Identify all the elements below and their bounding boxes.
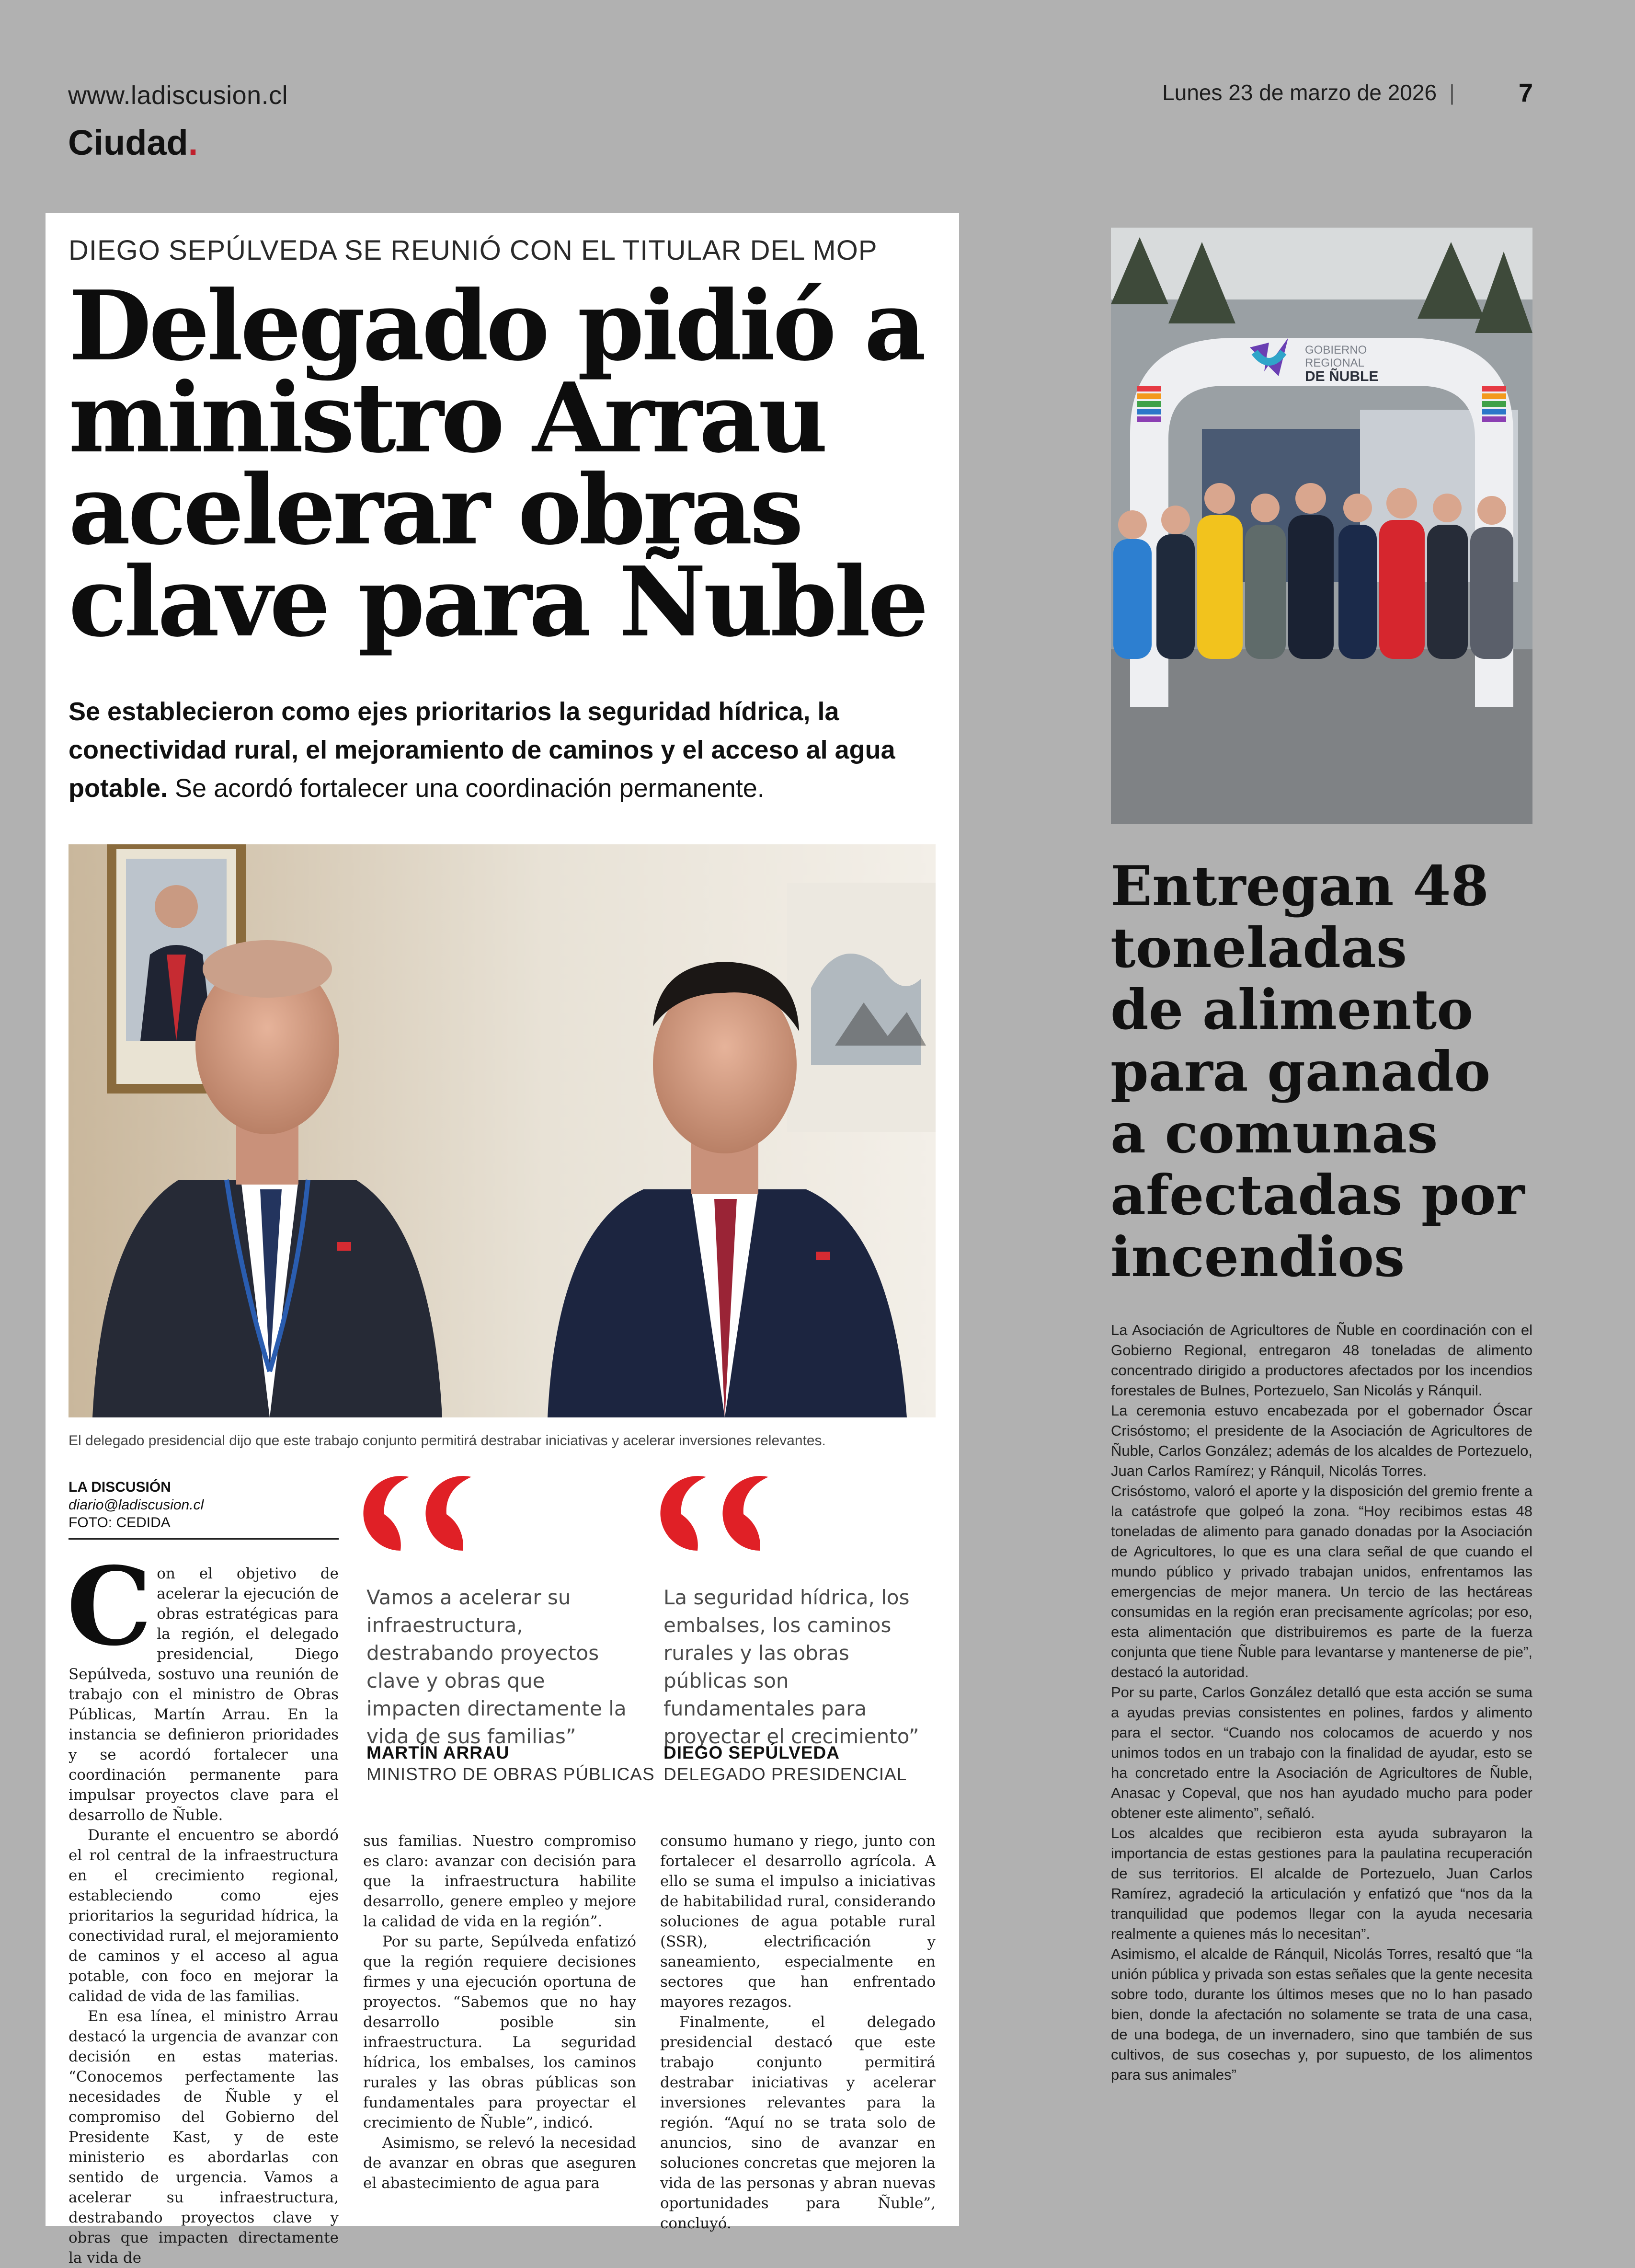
section-name bbox=[68, 122, 198, 163]
article-paragraph: Asimismo, se relevó la necesidad de avanzar en obras que aseguren el abastecimiento de agua para bbox=[363, 2134, 636, 2192]
quote-author-name: MARTÍN ARRAU bbox=[366, 1743, 510, 1762]
side-headline-line: afectadas por bbox=[1110, 1163, 1525, 1227]
side-paragraph: Crisóstomo, valoró el aporte y la disposición del gremio frente a la catástrofe que golpeó la zona. “Hoy recibimos estas 48 toneladas de alimento para ganado donadas por la Asociación de Agricultores, lo que es una clara señal de que cuando el mundo público y privado trabajan unidos, enfrentamos las emergencias de mejor manera. Un tercio de las hectáreas consumidas en la región eran precisamente agrícolas; por eso, esta alimentación que distribuiremos es parte de la fuerza conjunta que tiene Ñuble para levantarse y mantenerse de pie”, destacó la autoridad. bbox=[1111, 1483, 1532, 1681]
main-photo-illustration bbox=[69, 844, 936, 1417]
side-headline-line: Entregan 48 bbox=[1110, 854, 1489, 918]
headline-line: Delegado pidió a bbox=[69, 270, 924, 382]
credit-photo: FOTO: CEDIDA bbox=[69, 1515, 171, 1531]
date-divider: | bbox=[1449, 80, 1455, 105]
drop-cap: C bbox=[67, 1543, 152, 1669]
article-column-3 bbox=[660, 1831, 936, 2233]
side-headline-line: de alimento bbox=[1110, 978, 1474, 1042]
credit-divider bbox=[69, 1538, 339, 1540]
side-photo-illustration bbox=[1111, 228, 1532, 824]
page-number: 7 bbox=[1519, 79, 1533, 107]
quote-mark-icon bbox=[363, 1475, 488, 1552]
article-paragraph: Por su parte, Sepúlveda enfatizó que la región requiere decisiones firmes y una ejecución oportuna de proyectos. “Sabemos que no hay desarrollo posible sin infraestructura. La seguridad hídrica, los embalses, los caminos rurales y las obras públicas son fundamentales para proyectar el crecimiento de Ñuble”, indicó. bbox=[363, 1933, 636, 2131]
article-paragraph: Finalmente, el delegado presidencial destacó que este trabajo conjunto permitirá destrabar iniciativas y acelerar inversiones relevantes para la región. “Aquí no se trata solo de anuncios, sino de avanzar en soluciones concretas que mejoren la vida de las personas y abran nuevas oportunidades para Ñuble”, concluyó. bbox=[660, 2014, 936, 2232]
pull-quote-text: La seguridad hídrica, los embalses, los caminos rurales y las obras públicas son fundamentales para proyectar el crecimiento” bbox=[663, 1586, 919, 1748]
quote-author-role: MINISTRO DE OBRAS PÚBLICAS bbox=[366, 1764, 655, 1784]
dateline bbox=[1162, 80, 1467, 105]
pull-quote-text: Vamos a acelerar su infraestructura, destrabando proyectos clave y obras que impacten directamente la vida de sus familias” bbox=[366, 1586, 627, 1748]
article-column-2 bbox=[363, 1831, 636, 2193]
headline-line: ministro Arrau bbox=[69, 362, 825, 474]
article-paragraph: Durante el encuentro se abordó el rol central de la infraestructura en el crecimiento regional, estableciendo como ejes prioritarios la seguridad hídrica, la conectividad rural, el mejoramiento de caminos y el acceso al agua potable, con foco en mejorar la calidad de vida de las familias. bbox=[69, 1827, 339, 2005]
deck-bold: Se establecieron como ejes prioritarios la seguridad hídrica, la conectividad rural, el mejoramiento de caminos y el acceso al agua potable. bbox=[69, 697, 895, 803]
date-text: Lunes 23 de marzo de 2026 bbox=[1162, 80, 1437, 105]
headline-line: acelerar obras bbox=[69, 454, 801, 566]
side-headline-line: a comunas bbox=[1110, 1101, 1438, 1165]
side-headline-line: para ganado bbox=[1110, 1039, 1491, 1104]
side-paragraph: Por su parte, Carlos González detalló que esta acción se suma a ayudas previas consistentes en polines, fardos y alimento para el sector. “Cuando nos colocamos de acuerdo y nos unimos todos en un trabajo con la finalidad de ayudar, esto se ha concretado entre la Asociación de Agricultores de Ñuble, Anasac y Copeval, que nos han ayudado mucho para poder obtener este alimento”, señaló. bbox=[1111, 1684, 1532, 1821]
credit-outlet: LA DISCUSIÓN bbox=[69, 1479, 171, 1495]
quote-author-role: DELEGADO PRESIDENCIAL bbox=[663, 1764, 907, 1784]
article-paragraph: on el objetivo de acelerar la ejecución de obras estratégicas para la región, el delegado presidencial, Diego Sepúlveda, sostuvo una reunión de trabajo con el ministro de Obras Públicas, Martín Arrau. En la instancia se definieron prioridades y se acordó fortalecer una coordinación permanente para impulsar proyectos clave para el desarrollo de Ñuble. bbox=[69, 1565, 339, 1824]
quote-mark-icon bbox=[660, 1475, 785, 1552]
site-url[interactable]: www.ladiscusion.cl bbox=[68, 81, 288, 110]
side-paragraph: Asimismo, el alcalde de Ránquil, Nicolás Torres, resaltó que “la unión pública y privada son estas señales que la gente necesita sobre todo, durante los últimos meses que no lo han pasado bien, donde la afectación no solamente se trata de una casa, de una bodega, de un invernadero, sino que también de sus cultivos, de sus cosechas y, por supuesto, de los alimentos para sus animales” bbox=[1111, 1946, 1532, 2083]
article-column-1 bbox=[67, 1543, 339, 2268]
article-deck bbox=[69, 692, 940, 807]
section-dot: . bbox=[188, 123, 198, 162]
side-headline-line: toneladas bbox=[1110, 916, 1407, 980]
main-photo bbox=[69, 844, 936, 1417]
side-headline bbox=[1110, 855, 1551, 1288]
main-article bbox=[46, 213, 959, 2267]
arch-text: GOBIERNO bbox=[1305, 344, 1367, 357]
article-headline bbox=[69, 270, 926, 658]
article-kicker: DIEGO SEPÚLVEDA SE REUNIÓ CON EL TITULAR DEL MOP bbox=[69, 235, 878, 266]
byline-credit bbox=[69, 1478, 204, 1531]
section-label: Ciudad bbox=[68, 123, 188, 162]
article-paragraph: sus familias. Nuestro compromiso es claro: avanzar con decisión para que la infraestructura habilite desarrollo, genere empleo y mejore la calidad de vida en la región”. bbox=[363, 1832, 636, 1930]
side-photo bbox=[1111, 228, 1532, 824]
side-article-body bbox=[1111, 1320, 1532, 2085]
article-paragraph: consumo humano y riego, junto con fortalecer el desarrollo agrícola. A ello se suma el impulso a iniciativas de habitabilidad rural, considerando soluciones de agua potable rural (SSR), electrificación y saneamiento, especialmente en sectores que han enfrentado mayores rezagos. bbox=[660, 1832, 936, 2011]
quote-author-name: DIEGO SEPÚLVEDA bbox=[663, 1743, 840, 1762]
deck-rest: Se acordó fortalecer una coordinación permanente. bbox=[168, 774, 765, 803]
photo-caption: El delegado presidencial dijo que este trabajo conjunto permitirá destrabar iniciativas y acelerar inversiones relevantes. bbox=[69, 1433, 826, 1449]
headline-line: clave para Ñuble bbox=[69, 546, 926, 658]
arch-text: DE ÑUBLE bbox=[1305, 368, 1379, 384]
group-of-people bbox=[1113, 483, 1513, 659]
side-headline-line: incendios bbox=[1110, 1225, 1405, 1289]
credit-email[interactable]: diario@ladiscusion.cl bbox=[69, 1497, 204, 1513]
side-paragraph: La ceremonia estuvo encabezada por el gobernador Óscar Crisóstomo; el presidente de la Asociación de Agricultores de Ñuble, Carlos González; además de los alcaldes de Portezuelo, Juan Carlos Ramírez; y Ránquil, Nicolás Torres. bbox=[1111, 1402, 1532, 1479]
side-paragraph: La Asociación de Agricultores de Ñuble en coordinación con el Gobierno Regional, entregaron 48 toneladas de alimento concentrado dirigido a productores afectados por los incendios forestales de Bulnes, Portezuelo, San Nicolás y Ránquil. bbox=[1111, 1322, 1532, 1399]
side-paragraph: Los alcaldes que recibieron esta ayuda subrayaron la importancia de estas gestiones para la paulatina recuperación de sus territorios. El alcalde de Portezuelo, Juan Carlos Ramírez, agradeció la articulación y enfatizó que “nos da la tranquilidad que podemos llegar con la ayuda necesaria realmente a quienes más lo necesitan”. bbox=[1111, 1825, 1532, 1942]
arch-text: REGIONAL bbox=[1305, 357, 1365, 369]
article-paragraph: En esa línea, el ministro Arrau destacó la urgencia de avanzar con decisión en estas materias. “Conocemos perfectamente las necesidades de Ñuble y el compromiso del Gobierno del Presidente Kast, y de este ministerio es abordarlas con sentido de urgencia. Vamos a acelerar su infraestructura, destrabando proyectos clave y obras que impacten directamente la vida de bbox=[69, 2008, 339, 2267]
